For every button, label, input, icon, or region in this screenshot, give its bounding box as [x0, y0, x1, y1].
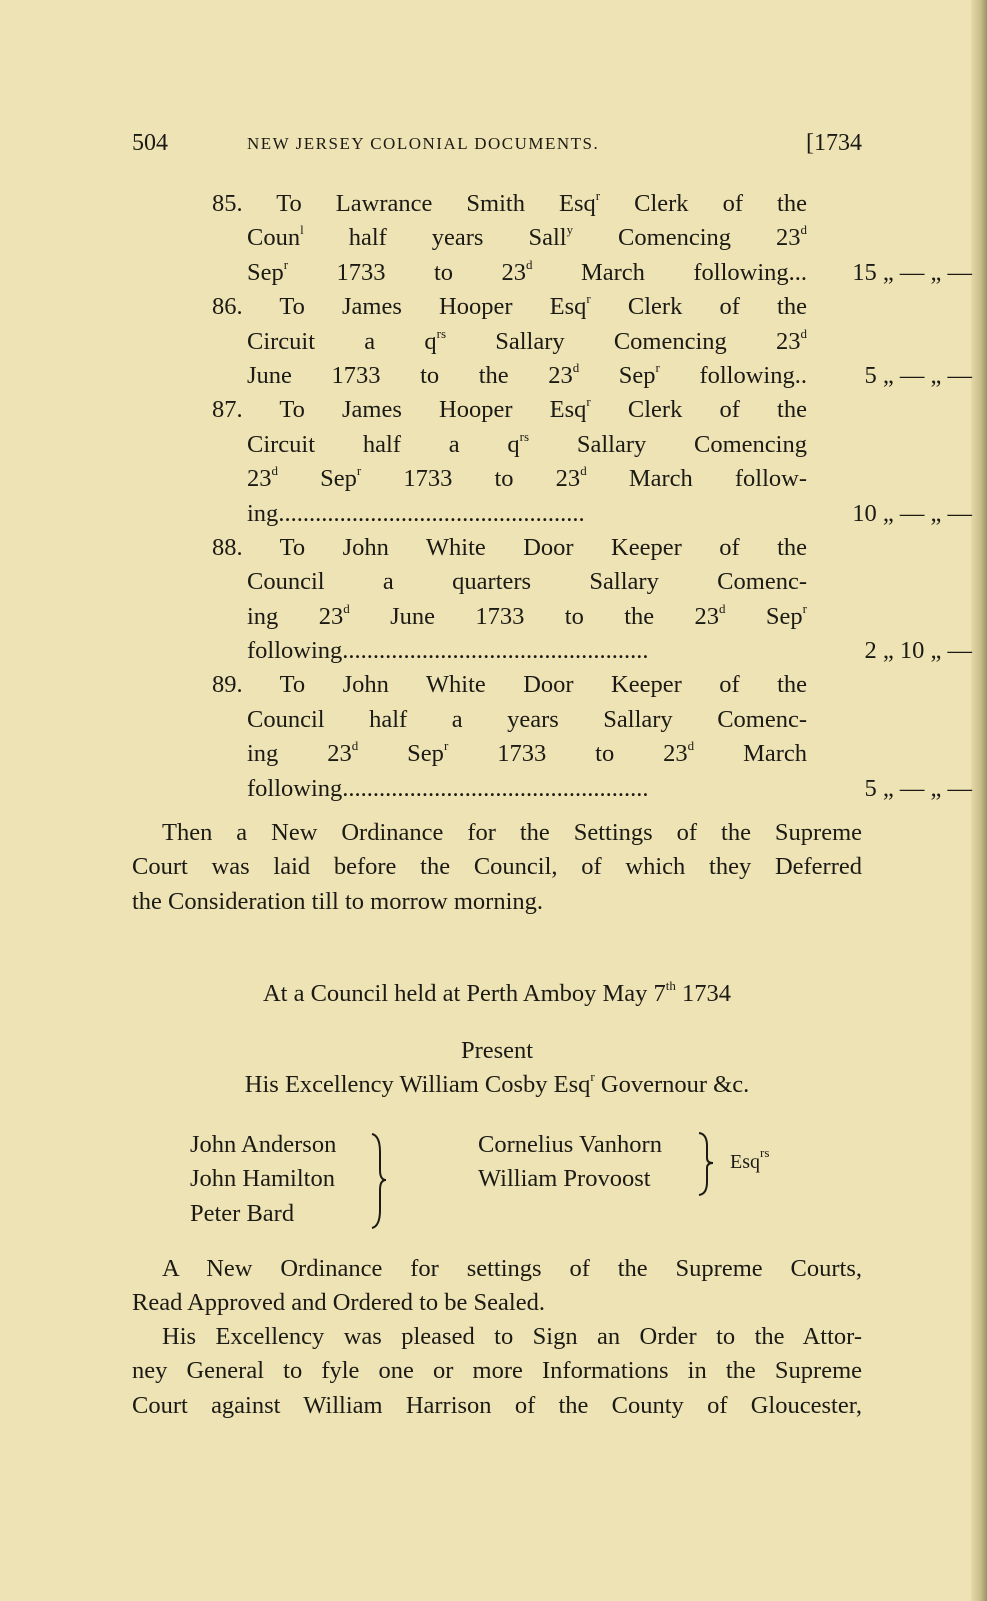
page-edge [971, 0, 987, 1601]
entry-number: 85. [212, 190, 243, 217]
left-brace [368, 1128, 392, 1231]
right-brace [695, 1128, 719, 1198]
entry-number: 89. [212, 671, 243, 699]
entry-number: 87. [212, 396, 243, 424]
entry-86: 86. To James Hooper Esq$^r$ Clerk of the Circuit a $q^{rs}$ Sallary Comencing 23$^d$ June 1733 to the 23$^d$ Sep$^r$ following.. 5 „ — „ — [132, 290, 862, 393]
member-name: John Hamilton [190, 1165, 335, 1193]
member-name: Cornelius Vanhorn [478, 1131, 662, 1158]
esquires-label: Esq$^{rs}$ [730, 1145, 770, 1173]
entry-amount: 15 „ — „ — [852, 258, 972, 286]
running-title: NEW JERSEY COLONIAL DOCUMENTS. [247, 134, 600, 153]
entry-87: 87. To James Hooper Esq$^r$ Clerk of the Circuit half a $q^{rs}$ Sallary Comencing 23$^d$ Sep$^r$ 1733 to 23$^d$ March follow- ing.................................................. 10 „ — „ — [132, 393, 862, 531]
running-header [132, 130, 862, 164]
entry-line: Coun$^l$ half years Sall$^y$ Comencing 23$^d$ [247, 222, 807, 252]
paragraph-order: His Excellency was pleased to Sign an Order to the Attor- ney General to fyle one or more Informations in the Supreme Court against William Harrison of the County of Gloucester, [132, 1323, 862, 1419]
payment-entries [132, 187, 972, 806]
member-name: William Provoost [478, 1165, 651, 1193]
entry-amount: 10 „ — „ — [852, 499, 972, 527]
header-year: [1734 [806, 130, 862, 156]
entry-amount: 5 „ — „ — [864, 361, 972, 389]
entry-88: 88. To John White Door Keeper of the Council a quarters Sallary Comenc- ing 23$^d$ June 1733 to the 23$^d$ Sep$^r$ following.................................................. 2 „ 10 „ — [132, 531, 862, 669]
entry-number: 86. [212, 293, 243, 321]
page-number: 504 [132, 130, 168, 156]
entry-85 [132, 187, 972, 290]
member-name: Peter Bard [190, 1199, 295, 1227]
entry-amount: 2 „ 10 „ — [864, 637, 972, 665]
entry-line: 85. To Lawrance Smith Esq$^r$ Clerk of the [212, 188, 807, 217]
entry-amount: 5 „ — „ — [864, 774, 972, 802]
paragraph-ordinance: Then a New Ordinance for the Settings of the Supreme Court was laid before the Council, of which they Deferred the Consideration till to morrow morning. [132, 819, 862, 915]
entry-number: 88. [212, 533, 243, 561]
governor-line: His Excellency William Cosby Esq$^r$ Governour &c. [244, 1069, 750, 1098]
council-heading: At a Council held at Perth Amboy May 7th 1734 [262, 978, 732, 1007]
entry-line: Sep$^r$ 1733 to 23$^d$ March following... 15 „ — „ — [247, 256, 862, 290]
member-name: John Anderson [190, 1131, 337, 1158]
entry-89: 89. To John White Door Keeper of the Council half a years Sallary Comenc- ing 23$^d$ Sep$^r$ 1733 to 23$^d$ March following.................................................. 5 „ — „ — [132, 668, 862, 806]
present-label: Present [460, 1037, 534, 1064]
paragraph-sealed: A New Ordinance for settings of the Supreme Courts, Read Approved and Ordered to be Sealed. [132, 1255, 862, 1317]
